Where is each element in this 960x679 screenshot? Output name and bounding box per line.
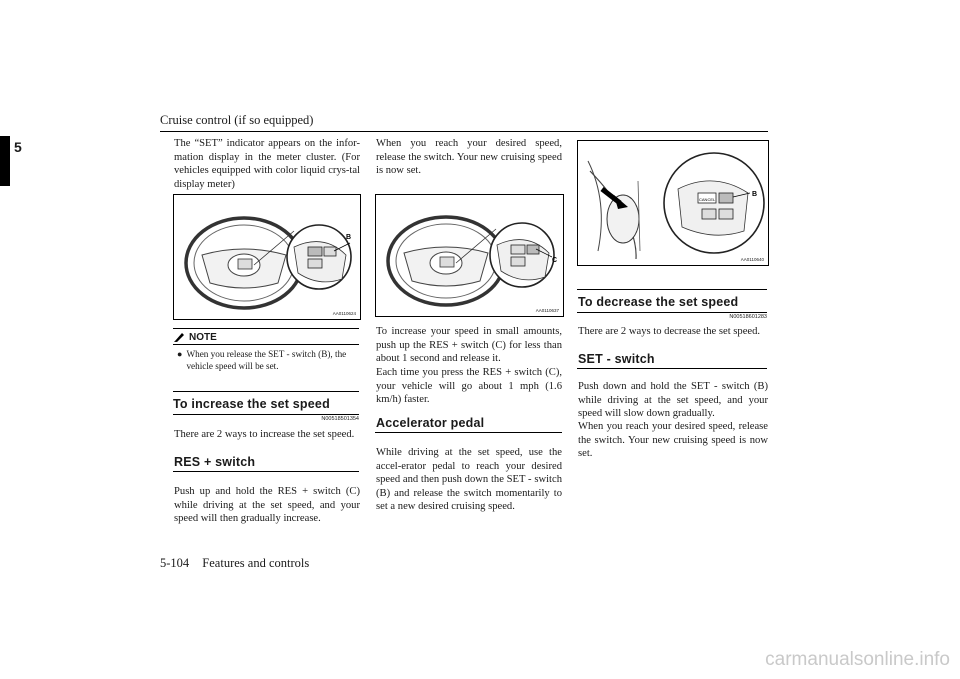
steering-wheel-illustration [174, 195, 360, 319]
increase-bottom-rule [173, 414, 359, 415]
header-rule [160, 131, 768, 132]
running-header: Cruise control (if so equipped) [160, 113, 314, 127]
decrease-bottom-rule [577, 312, 767, 313]
page-number: 5-104 [160, 556, 190, 570]
figure-id: AA0110624 [332, 311, 356, 316]
set-switch-text-2: When you reach your desired speed, release the switch. Your new cruising speed is now set. [578, 421, 768, 460]
increase-heading: To increase the set speed [173, 397, 330, 411]
steering-wheel-illustration [376, 195, 563, 316]
figure-id: AA0110637 [535, 308, 559, 313]
note-icon [173, 331, 186, 343]
note-mid-rule [173, 344, 359, 345]
res-release-text: When you reach your desired speed, release the switch. Your new cruising speed is now set. [376, 138, 562, 177]
note-heading: NOTE [189, 331, 217, 343]
chapter-tab [0, 136, 10, 186]
small-amounts-text: To increase your speed in small amounts, push up the RES + switch (C) for less than about 1 second and release it. [376, 326, 562, 365]
cancel-label: CANCEL [699, 197, 716, 202]
figure-steering-detail [577, 140, 769, 266]
decrease-heading: To decrease the set speed [578, 295, 739, 309]
figure-steering-wheel-b [173, 194, 361, 320]
steering-detail-illustration [578, 141, 768, 265]
res-switch-text: Push up and hold the RES + switch (C) while driving at the set speed, and your speed will then gradually increase. [174, 486, 360, 525]
accelerator-text: While driving at the set speed, use the accel-erator pedal to reach your desired speed and then push down the SET - switch (B) and release the switch momentarily to set a new desired cruising speed. [376, 447, 562, 513]
increase-top-rule [173, 391, 359, 392]
accelerator-rule [375, 432, 562, 433]
figure-id: AA0110640 [740, 257, 764, 262]
figure-steering-wheel-c [375, 194, 564, 317]
section-code: N00518601283 [729, 314, 767, 320]
increase-intro: There are 2 ways to increase the set speed. [174, 429, 355, 440]
set-switch-text-1: Push down and hold the SET - switch (B) while driving at the set speed, and your speed will slow down gradually. [578, 381, 768, 420]
callout-b: B [752, 191, 758, 198]
watermark[interactable]: carmanualsonline.info [765, 649, 950, 670]
callout-c: C [552, 257, 558, 264]
bullet-icon: ● [177, 349, 183, 359]
accelerator-heading: Accelerator pedal [376, 416, 485, 430]
footer-section: Features and controls [202, 556, 310, 570]
chapter-number: 5 [14, 139, 22, 155]
each-time-text: Each time you press the RES + switch (C), your vehicle will go about 1 mph (1.6 km/h) faster. [376, 367, 562, 406]
res-switch-rule [173, 471, 359, 472]
section-code: N00518501354 [321, 416, 359, 422]
note-header [173, 330, 359, 344]
set-switch-heading: SET - switch [578, 352, 655, 366]
set-switch-rule [577, 368, 767, 369]
decrease-intro: There are 2 ways to decrease the set speed. [578, 326, 761, 337]
callout-b: B [346, 234, 352, 241]
note-body [177, 348, 359, 372]
decrease-top-rule [577, 289, 767, 290]
note-top-rule [173, 328, 359, 329]
res-switch-heading: RES + switch [174, 455, 256, 469]
note-text: When you release the SET - switch (B), the vehicle speed will be set. [186, 349, 347, 371]
page-footer [160, 556, 309, 571]
set-indicator-text: The “SET” indicator appears on the infor-mation display in the meter cluster. (For vehicles equipped with color liquid crys-tal display meter) [174, 138, 360, 190]
